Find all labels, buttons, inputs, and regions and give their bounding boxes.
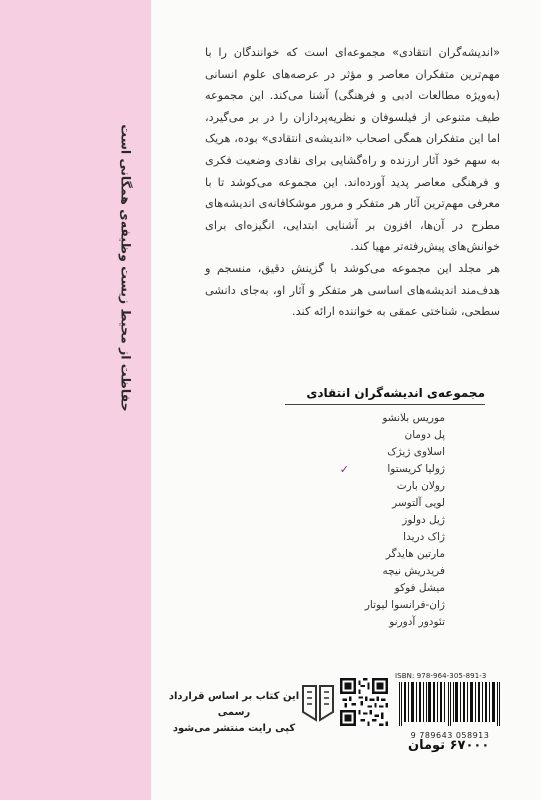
series-list-title: مجموعه‌ی اندیشه‌گران انتقادی [285, 386, 485, 405]
barcode-number: 9 789643 058913 [410, 731, 490, 740]
series-item: ژاک دریدا [403, 531, 445, 543]
notice-line-1: این کتاب بر اساس قرارداد رسمی [168, 691, 300, 718]
series-item: تئودور آدورنو [389, 616, 445, 628]
notice-line-2: کپی رایت منتشر می‌شود [172, 723, 296, 734]
series-item: رولان بارت [396, 480, 445, 492]
description-paragraph-1: «اندیشه‌گران انتقادی» مجموعه‌ای است که خوانندگان را با مهم‌ترین متفکران معاصر و مؤثر در عرصه‌های علوم انسانی (به‌ویژه مطالعات ادبی و فرهنگی) آشنا می‌کند. این مجموعه طیف متنوعی از فیلسوفان و نظریه‌پردازان را در بر می‌گیرد، اما این متفکران همگی اصحاب «اندیشه‌ی انتقادی» بوده، هریک به سهم خود آثار ارزنده و راه‌گشایی برای نقادی وضعیت فکری و فرهنگی معاصر پدید آورده‌اند. این مجموعه می‌کوشد تا با معرفی مهم‌ترین آثار هر متفکر و مرور موشکافانه‌ی اندیشه‌های مطرح در آن‌ها، افزون بر آشنایی ابتدایی، انگیزه‌ای برای خوانش‌های پیش‌رفته‌تر مهیا کند. [205, 46, 500, 254]
publisher-logo [300, 682, 336, 724]
series-item: مارتین هایدگر [385, 548, 445, 560]
series-list [285, 410, 445, 631]
qr-code [340, 678, 388, 726]
series-item: ژان-فرانسوا لیوتار [364, 599, 445, 611]
environment-slogan: حفاظت از محیط زیست وظیفه‌ی همگانی است [118, 124, 134, 412]
isbn-label: ISBN: 978-964-305-891-3 [395, 672, 487, 680]
series-item: فریدریش نیچه [382, 565, 445, 577]
series-item: موریس بلانشو [382, 412, 445, 424]
series-item-current: ژولیا کریستوا ✓ [339, 463, 445, 476]
check-icon: ✓ [339, 463, 349, 476]
series-item: اسلاوی ژیژک [387, 446, 445, 458]
series-item: لویی آلتوسر [392, 497, 445, 509]
description-paragraph-2: هر مجلد این مجموعه می‌کوشد با گزینش دقیق، منسجم و هدف‌مند اندیشه‌های اساسی هر متفکر و آثار او، به‌جای دانشی سطحی، شناختی عمقی به خواننده ارائه کند. [205, 261, 500, 319]
series-item: ژیل دولوز [402, 514, 445, 526]
series-item: میشل فوکو [394, 582, 445, 594]
copyright-notice [168, 689, 300, 737]
price: ۶۷۰۰۰ تومان [408, 738, 490, 753]
barcode [395, 682, 505, 726]
series-description [205, 42, 500, 323]
series-item: پل دومان [404, 429, 445, 441]
barcode-block [395, 672, 505, 740]
